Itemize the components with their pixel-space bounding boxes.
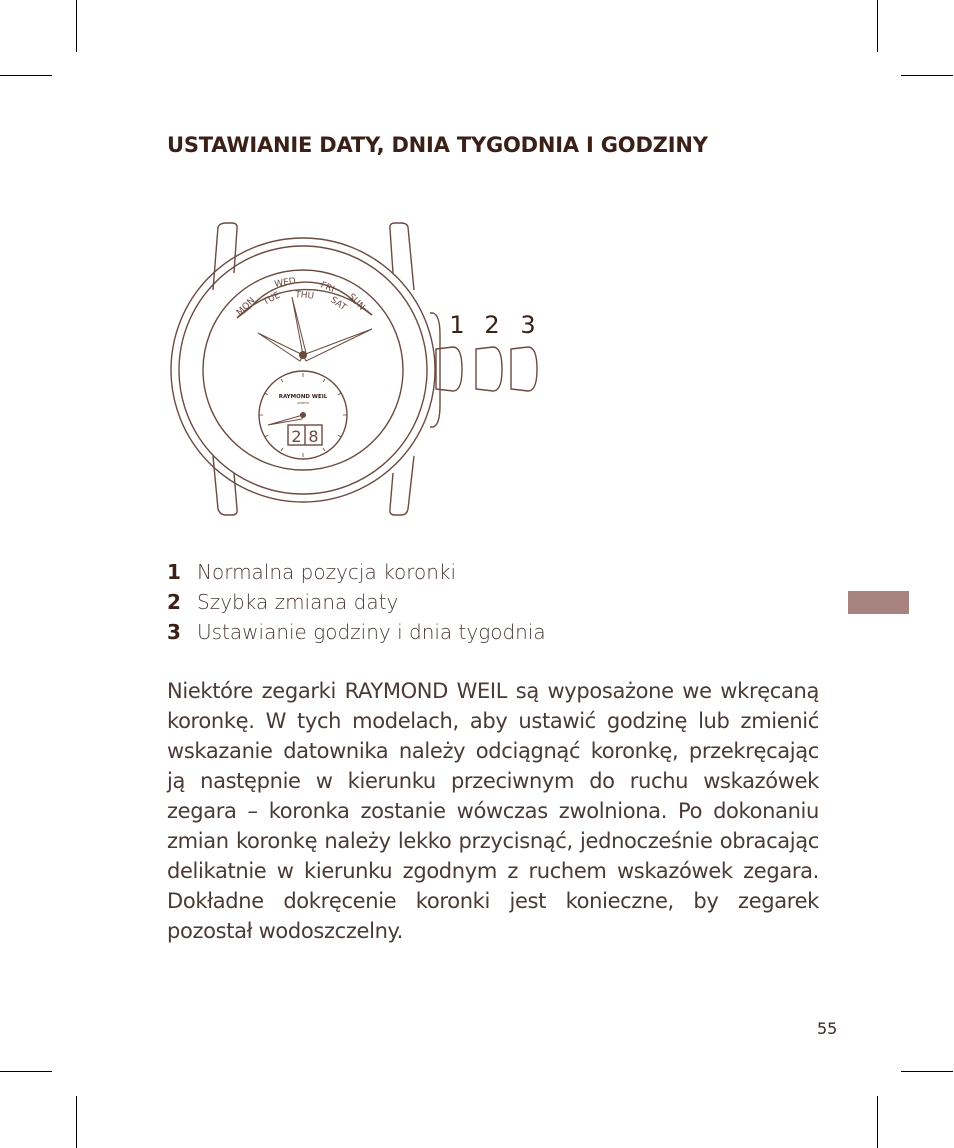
crop-mark bbox=[901, 1071, 953, 1072]
step-number: 3 bbox=[167, 620, 181, 644]
day-label: MON bbox=[235, 295, 258, 319]
step-number: 2 bbox=[167, 590, 181, 614]
brand-subtitle: GENEVE bbox=[296, 401, 310, 405]
step-text: Ustawianie godziny i dnia tygodnia bbox=[197, 620, 546, 644]
list-item bbox=[167, 587, 546, 617]
list-item bbox=[167, 617, 546, 647]
watch-illustration bbox=[150, 215, 570, 530]
crop-mark bbox=[877, 1096, 878, 1148]
day-label: TUE bbox=[261, 290, 283, 308]
crown-position-label: 1 bbox=[449, 311, 465, 339]
date-digit: 8 bbox=[308, 427, 319, 446]
crown-position-label: 3 bbox=[520, 311, 536, 339]
body-paragraph: Niektóre zegarki RAYMOND WEIL są wyposażone we wkręcaną koronkę. W tych modelach, aby ustawić godzinę lub zmienić wskazanie datownika należy odciągnąć koronkę, przekręcając ją następnie w kierunku przeciwnym do ruchu wskazówek zegara – koronka zostanie wówczas zwolniona. Po dokonaniu zmian koronkę należy lekko przycisnąć, jednocześnie obracając delikatnie w kierunku zgodnym z ruchem wskazówek zegara. Dokładne dokręcenie koronki jest konieczne, by zegarek pozostał wodoszczelny. bbox=[167, 679, 819, 943]
crop-mark bbox=[0, 75, 52, 76]
step-number: 1 bbox=[167, 560, 181, 584]
step-list bbox=[167, 557, 546, 647]
brand-logo: RAYMOND WEIL bbox=[278, 394, 328, 400]
day-label: THU bbox=[294, 290, 315, 302]
step-text: Szybka zmiana daty bbox=[197, 590, 399, 614]
day-label: WED bbox=[273, 276, 297, 290]
step-text: Normalna pozycja koronki bbox=[197, 560, 457, 584]
day-label: SUN bbox=[345, 292, 367, 313]
section-tab-marker bbox=[848, 591, 909, 614]
crop-mark bbox=[877, 0, 878, 52]
page-number: 55 bbox=[817, 1019, 838, 1038]
crown-position-label: 2 bbox=[484, 311, 500, 339]
crop-mark bbox=[76, 0, 77, 52]
crop-mark bbox=[76, 1096, 77, 1148]
date-digit: 2 bbox=[291, 427, 302, 446]
day-label: SAT bbox=[328, 295, 348, 314]
page-title: USTAWIANIE DATY, DNIA TYGODNIA I GODZINY bbox=[167, 133, 708, 157]
day-label: FRI bbox=[318, 280, 336, 296]
crop-mark bbox=[0, 1071, 52, 1072]
crop-mark bbox=[901, 75, 953, 76]
list-item bbox=[167, 557, 546, 587]
